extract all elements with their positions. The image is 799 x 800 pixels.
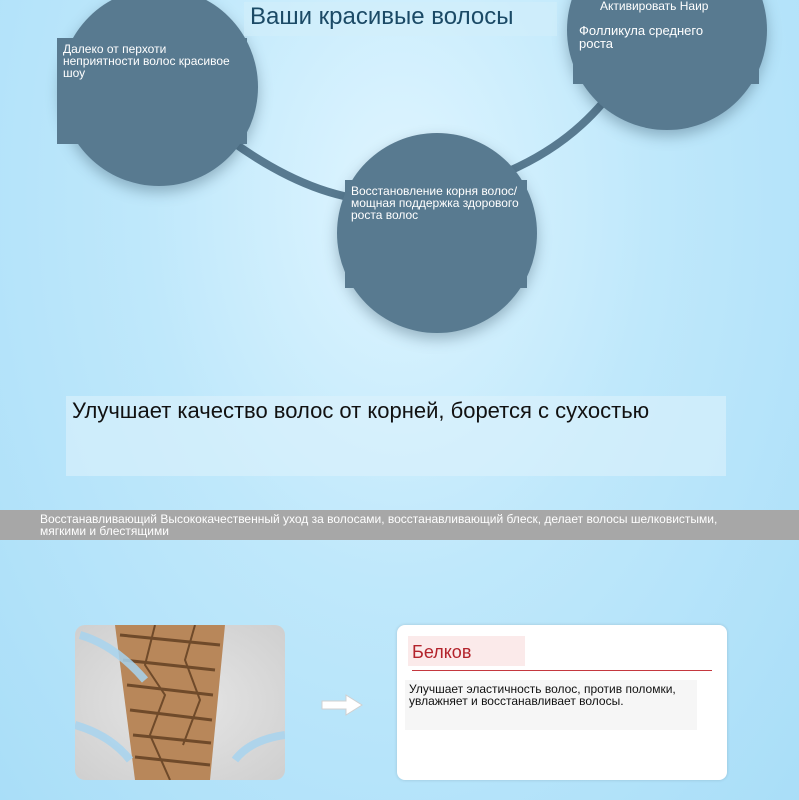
description-text: Восстанавливающий Высококачественный уход за волосами, восстанавливающий блеск, делает волосы шелковистыми, мягкими и блестящими (40, 512, 718, 538)
card-text: Улучшает эластичность волос, против поломки, увлажняет и восстанавливает волосы. (409, 682, 676, 708)
circle-left-text: Далеко от перхоти неприятности волос красивое шоу (63, 42, 230, 80)
page-title: Ваши красивые волосы (250, 3, 514, 30)
hair-illustration (75, 625, 285, 780)
arrow-right-icon (320, 693, 364, 717)
circle-center-text: Восстановление корня волос/мощная поддержка здорового роста волос (351, 184, 519, 222)
card-title: Белков (412, 642, 472, 662)
card-divider (412, 670, 712, 671)
circle-right-text: Фолликула среднего роста (579, 23, 704, 51)
headline: Улучшает качество волос от корней, борется с сухостью (72, 398, 650, 423)
circle-right-top-text: Активировать Наир (600, 0, 709, 13)
